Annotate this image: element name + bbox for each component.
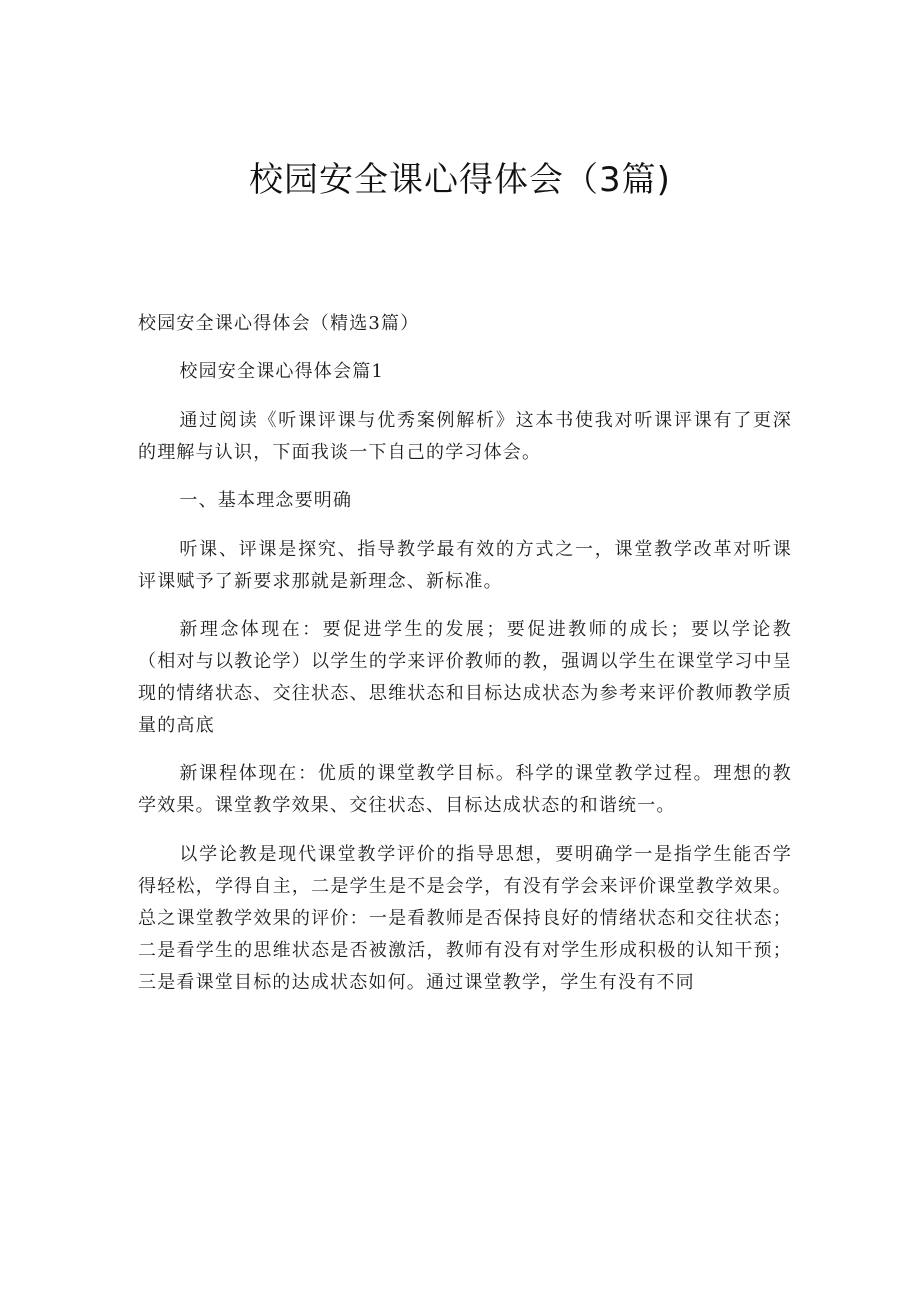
section-heading: 校园安全课心得体会篇1	[179, 361, 385, 383]
paragraph: 新理念体现在：要促进学生的发展；要促进教师的成长；要以学论教（相对与以教论学）以学生的学来评价教师的教，强调以学生在课堂学习中呈现的情绪状态、交往状态、思维状态和目标达成状态为参考来评价教师教学质量的高底	[138, 618, 792, 736]
paragraph: 以学论教是现代课堂教学评价的指导思想，要明确学一是指学生能否学得轻松，学得自主，二是学生是不是会学，有没有学会来评价课堂教学效果。总之课堂教学效果的评价：一是看教师是否保持良好的情绪状态和交往状态；二是看学生的思维状态是否被激活，教师有没有对学生形成积极的认知干预；三是看课堂目标的达成状态如何。通过课堂教学，学生有没有不同	[138, 843, 792, 993]
paragraph: 通过阅读《听课评课与优秀案例解析》这本书使我对听课评课有了更深的理解与认识，下面我谈一下自己的学习体会。	[138, 409, 792, 463]
document-title: 校园安全课心得体会（3篇)	[249, 160, 671, 200]
paragraph: 新课程体现在：优质的课堂教学目标。科学的课堂教学过程。理想的教学效果。课堂教学效果、交往状态、目标达成状态的和谐统一。	[138, 763, 792, 817]
paragraph: 听课、评课是探究、指导教学最有效的方式之一，课堂教学改革对听课评课赋予了新要求那就是新理念、新标准。	[138, 538, 792, 592]
document-subtitle: 校园安全课心得体会（精选3篇）	[138, 313, 420, 334]
document-body	[138, 308, 792, 1015]
paragraph-heading: 一、基本理念要明确	[179, 490, 353, 512]
